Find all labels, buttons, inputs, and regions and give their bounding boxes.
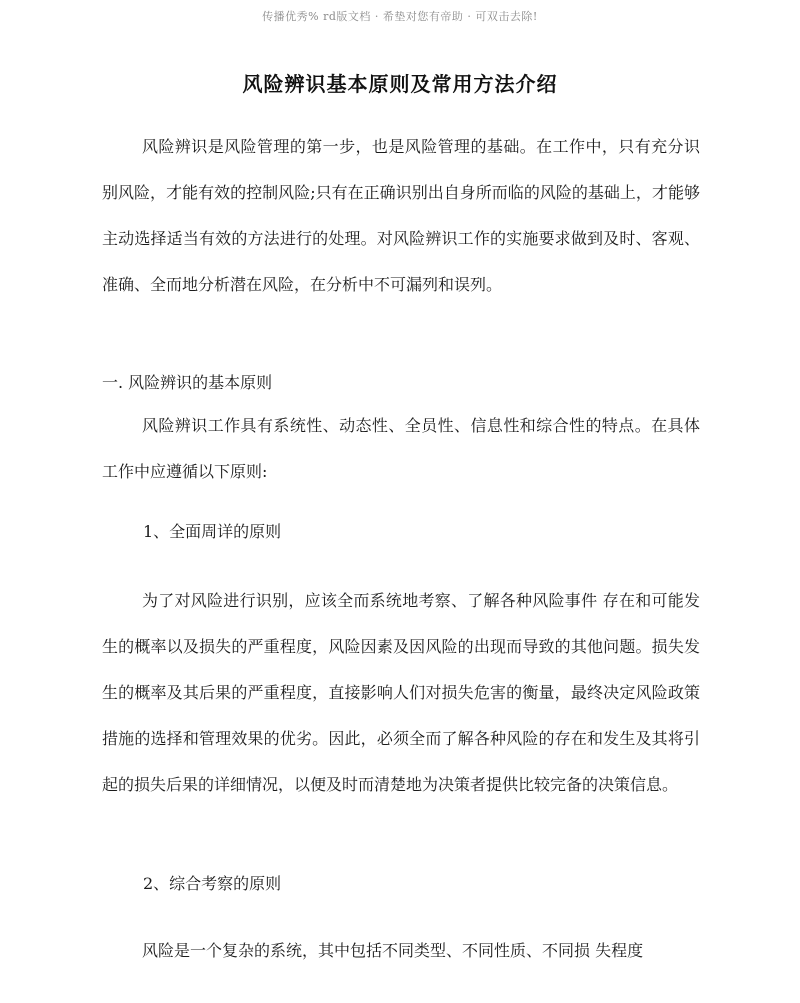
principle-2-paragraph: 风险是一个复杂的系统，其中包括不同类型、不同性质、不同损 失程度 <box>142 941 644 960</box>
principle-2-heading: 2、综合考察的原则 <box>143 874 282 893</box>
intro-paragraph: 风险辨识是风险管理的第一步，也是风险管理的基础。在工作中，只有充分识别风险，才能有效的控制风险;只有在正确识别出自身所而临的风险的基础上，才能够主动选择适当有效的方法进行的处理。对风险辨识工作的实施要求做到及时、客观、准确、全而地分析潜在风险，在分析中不可漏列和误列。 <box>102 137 700 294</box>
document-title: 风险辨识基本原则及常用方法介绍 <box>242 72 558 96</box>
watermark-text: 传播优秀% rd版文档 · 希垫对您有帝助 · 可双击去除! <box>262 10 538 23</box>
section-1-paragraph: 风险辨识工作具有系统性、动态性、全员性、信息性和综合性的特点。在具体工作中应遵循以下原则: <box>102 416 700 481</box>
principle-1-paragraph: 为了对风险进行识别，应该全而系统地考察、了解各种风险事件 存在和可能发生的概率以及损失的严重程度，风险因素及因风险的出现而导致的其他问题。损失发生的概率及其后果的严重程度，直接影响人们对损失危害的衡量，最终决定风险政策措施的选择和管理效果的优劣。因此，必须全而了解各种风险的存在和发生及其将引起的损失后果的详细情况，以便及时而清楚地为决策者提供比较完备的决策信息。 <box>102 591 700 794</box>
principle-1-heading: 1、全面周详的原则 <box>143 522 282 541</box>
section-1-heading: 一. 风险辨识的基本原则 <box>102 373 273 392</box>
